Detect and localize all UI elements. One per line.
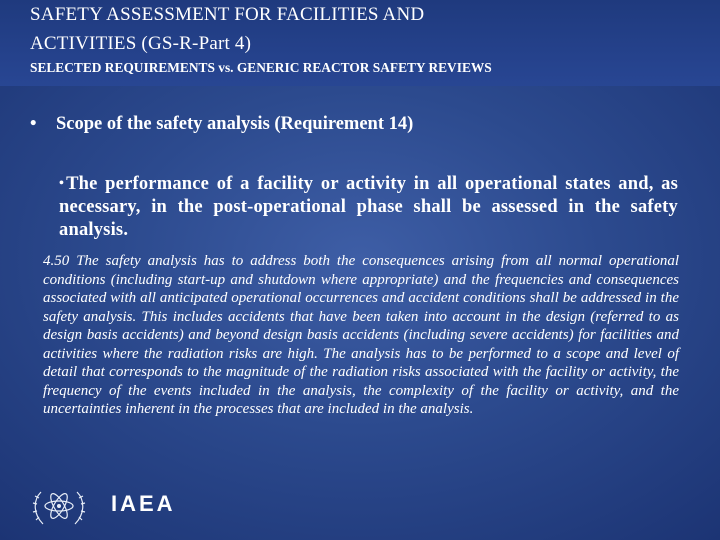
iaea-logo [31,482,231,530]
slide-subtitle: SELECTED REQUIREMENTS vs. GENERIC REACTOR SAFETY REVIEWS [30,60,492,75]
bullet-item [30,114,413,135]
slide-title-line-2: ACTIVITIES (GS-R-Part 4) [30,33,252,54]
atom-laurel-icon [31,484,87,528]
sub-bullet-item [59,172,678,242]
bullet-text: Scope of the safety analysis (Requirement 14) [56,114,414,134]
sub-bullet-text: The performance of a facility or activity in all operational states and, as necessary, in the post-operational phase shall be assessed in the safety analysis. [59,174,678,240]
logo-text: IAEA [111,491,176,516]
requirement-paragraph: 4.50 The safety analysis has to address both the consequences arising from all normal operational conditions (including start-up and shutdown where appropriate) and the frequencies and consequences associated with all anticipated operational occurrences and accident conditions shall be addressed in the safety analysis. This includes accidents that have been taken into account in the design (referred to as design basis accidents) and beyond design basis accidents (including severe accidents) for facilities and activities where the radiation risks are high. The analysis has to be performed to a scope and level of detail that corresponds to the magnitude of the radiation risks associated with the facility or activity, the frequency of the events included in the analysis, the complexity of the facility or activity, and the uncertainties inherent in the processes that are included in the analysis. [43,253,679,417]
bullet-marker: • [30,114,37,134]
slide-title-line-1: SAFETY ASSESSMENT FOR FACILITIES AND [30,4,425,25]
sub-bullet-marker: • [59,176,65,191]
